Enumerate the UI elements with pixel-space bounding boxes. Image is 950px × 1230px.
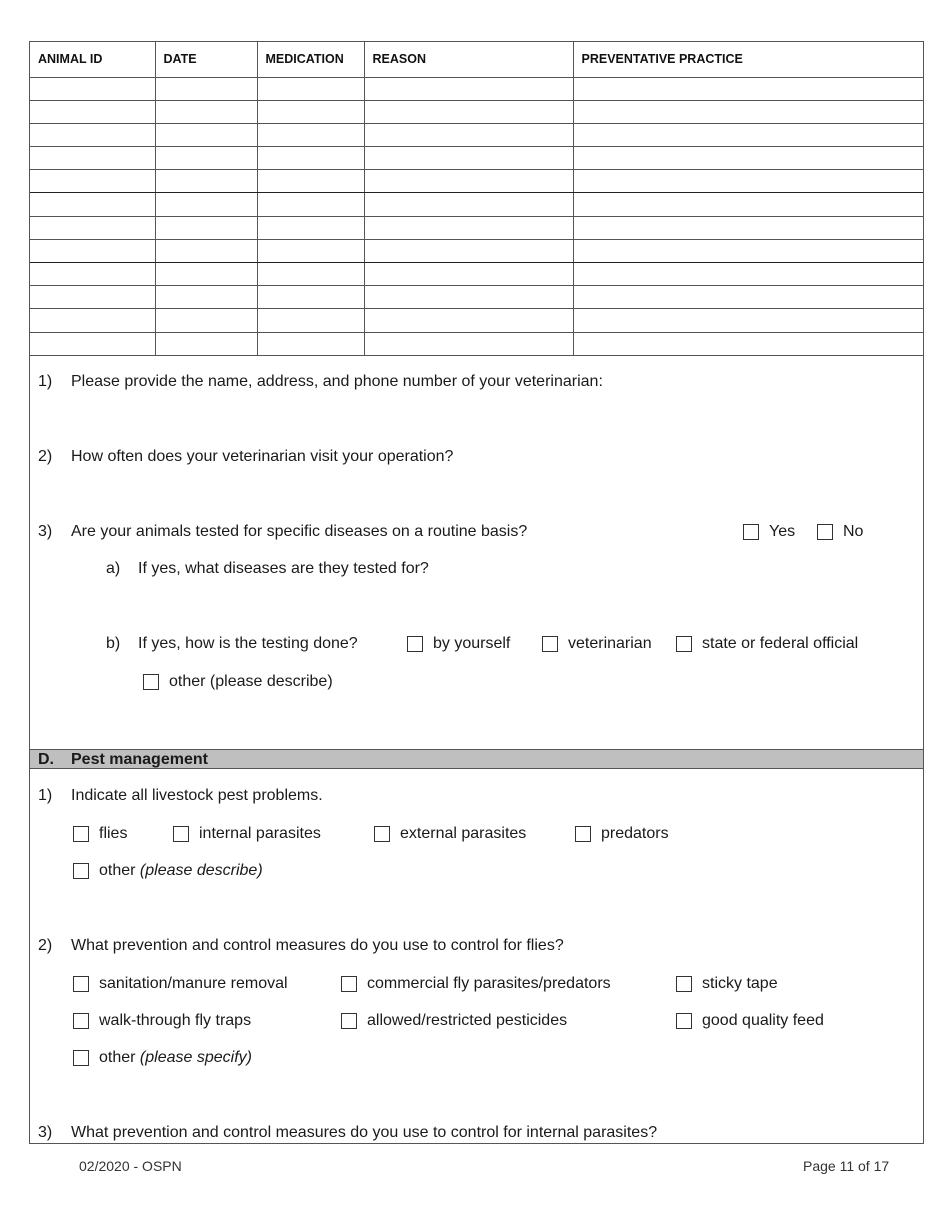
checkbox-label: commercial fly parasites/predators [367, 975, 611, 992]
fly-walk-through-traps-checkbox[interactable] [73, 1012, 251, 1030]
table-cell[interactable] [257, 170, 364, 193]
question-number: 3) [38, 1124, 53, 1141]
table-cell[interactable] [155, 309, 257, 332]
question-number: 1) [38, 787, 53, 804]
pest-predators-checkbox[interactable] [575, 825, 669, 843]
checkbox-box[interactable] [676, 1013, 692, 1029]
table-cell[interactable] [573, 216, 923, 239]
fly-sticky-tape-checkbox[interactable] [676, 975, 778, 993]
footer-form-id: 02/2020 - OSPN [79, 1158, 182, 1174]
table-cell[interactable] [155, 332, 257, 355]
testing-method-question: If yes, how is the testing done? [138, 635, 358, 652]
table-cell[interactable] [257, 123, 364, 146]
header-animal-id: ANIMAL ID [30, 42, 155, 77]
table-cell[interactable] [364, 77, 573, 100]
question-number: 2) [38, 448, 53, 465]
pest-internal-parasites-checkbox[interactable] [173, 825, 321, 843]
table-cell[interactable] [30, 147, 155, 170]
table-cell[interactable] [257, 263, 364, 286]
table-cell[interactable] [573, 332, 923, 355]
checkbox-box[interactable] [73, 1013, 89, 1029]
table-cell[interactable] [257, 193, 364, 216]
checkbox-box[interactable] [575, 826, 591, 842]
table-cell[interactable] [573, 263, 923, 286]
table-cell[interactable] [257, 309, 364, 332]
table-cell[interactable] [155, 263, 257, 286]
header-date: DATE [155, 42, 257, 77]
table-cell[interactable] [573, 147, 923, 170]
checkbox-label: internal parasites [199, 825, 321, 842]
table-cell[interactable] [364, 239, 573, 262]
checkbox-box[interactable] [341, 1013, 357, 1029]
table-cell[interactable] [257, 147, 364, 170]
checkbox-box[interactable] [374, 826, 390, 842]
table-cell[interactable] [155, 193, 257, 216]
checkbox-label-note: (please describe) [139, 862, 263, 879]
table-cell[interactable] [364, 193, 573, 216]
table-row [30, 263, 923, 286]
pest-other-checkbox[interactable] [73, 862, 263, 880]
checkbox-box[interactable] [542, 636, 558, 652]
table-cell[interactable] [257, 77, 364, 100]
question-number: 1) [38, 373, 53, 390]
checkbox-label: flies [99, 825, 128, 842]
internal-parasite-control-question: What prevention and control measures do you use to control for internal parasites? [71, 1124, 658, 1141]
question-number: 2) [38, 937, 53, 954]
checkbox-box[interactable] [73, 826, 89, 842]
testing-by-yourself-checkbox[interactable] [407, 635, 510, 653]
checkbox-box[interactable] [173, 826, 189, 842]
table-cell[interactable] [30, 216, 155, 239]
table-row [30, 123, 923, 146]
table-cell[interactable] [155, 147, 257, 170]
table-row [30, 332, 923, 355]
section-title: Pest management [71, 751, 208, 768]
checkbox-label-note: (please specify) [139, 1049, 252, 1066]
table-cell[interactable] [364, 309, 573, 332]
table-row [30, 100, 923, 123]
checkbox-box[interactable] [73, 863, 89, 879]
table-cell[interactable] [573, 239, 923, 262]
diseases-tested-question: If yes, what diseases are they tested for? [138, 560, 429, 577]
table-row [30, 216, 923, 239]
header-medication: MEDICATION [257, 42, 364, 77]
table-cell[interactable] [30, 263, 155, 286]
subquestion-letter: a) [106, 560, 121, 577]
table-cell[interactable] [364, 100, 573, 123]
table-cell[interactable] [155, 100, 257, 123]
medication-table [30, 42, 923, 356]
checkbox-label: predators [601, 825, 669, 842]
header-reason: REASON [364, 42, 573, 77]
table-cell[interactable] [257, 286, 364, 309]
table-row [30, 286, 923, 309]
fly-control-question: What prevention and control measures do you use to control for flies? [71, 937, 564, 954]
table-cell[interactable] [30, 286, 155, 309]
table-cell[interactable] [155, 77, 257, 100]
pest-flies-checkbox[interactable] [73, 825, 127, 843]
disease-testing-no-checkbox[interactable] [817, 523, 863, 541]
fly-commercial-parasites-checkbox[interactable] [341, 975, 611, 993]
table-cell[interactable] [30, 309, 155, 332]
checkbox-label: other [99, 862, 136, 879]
table-cell[interactable] [257, 332, 364, 355]
fly-sanitation-checkbox[interactable] [73, 975, 288, 993]
table-cell[interactable] [155, 123, 257, 146]
checkbox-label: state or federal official [702, 635, 859, 652]
table-cell[interactable] [155, 286, 257, 309]
table-cell[interactable] [30, 100, 155, 123]
checkbox-box[interactable] [341, 976, 357, 992]
table-cell[interactable] [30, 239, 155, 262]
checkbox-box[interactable] [676, 636, 692, 652]
fly-pesticides-checkbox[interactable] [341, 1012, 567, 1030]
testing-other-checkbox[interactable] [143, 673, 333, 691]
table-cell[interactable] [257, 216, 364, 239]
table-row [30, 170, 923, 193]
checkbox-label: allowed/restricted pesticides [367, 1012, 568, 1029]
form-page [29, 41, 924, 1144]
table-cell[interactable] [155, 216, 257, 239]
table-cell[interactable] [364, 263, 573, 286]
checkbox-box[interactable] [73, 976, 89, 992]
checkbox-label: walk-through fly traps [99, 1012, 252, 1029]
table-cell[interactable] [573, 170, 923, 193]
vet-visit-frequency-question: How often does your veterinarian visit your operation? [71, 448, 454, 465]
table-cell[interactable] [573, 77, 923, 100]
table-cell[interactable] [30, 77, 155, 100]
checkbox-label: good quality feed [702, 1012, 824, 1029]
checkbox-box[interactable] [743, 524, 759, 540]
checkbox-box[interactable] [676, 976, 692, 992]
checkbox-label: by yourself [433, 635, 511, 652]
section-header-pest-management [30, 749, 923, 769]
table-cell[interactable] [573, 286, 923, 309]
table-cell[interactable] [364, 332, 573, 355]
table-cell[interactable] [30, 332, 155, 355]
table-cell[interactable] [364, 123, 573, 146]
section-letter: D. [38, 751, 54, 768]
testing-official-checkbox[interactable] [676, 635, 858, 653]
table-row [30, 193, 923, 216]
table-cell[interactable] [364, 147, 573, 170]
table-row [30, 239, 923, 262]
checkbox-label: sanitation/manure removal [99, 975, 288, 992]
table-cell[interactable] [30, 193, 155, 216]
table-row [30, 77, 923, 100]
fly-other-checkbox[interactable] [73, 1049, 252, 1067]
table-cell[interactable] [573, 100, 923, 123]
table-cell[interactable] [364, 216, 573, 239]
vet-contact-question: Please provide the name, address, and phone number of your veterinarian: [71, 373, 603, 390]
checkbox-label: other [99, 1049, 136, 1066]
header-preventative-practice: PREVENTATIVE PRACTICE [573, 42, 923, 77]
pest-problems-question: Indicate all livestock pest problems. [71, 787, 323, 804]
checkbox-label: Yes [769, 523, 796, 540]
checkbox-label: other (please describe) [169, 673, 333, 690]
question-number: 3) [38, 523, 53, 540]
checkbox-label: external parasites [400, 825, 527, 842]
table-cell[interactable] [573, 309, 923, 332]
checkbox-box[interactable] [817, 524, 833, 540]
testing-veterinarian-checkbox[interactable] [542, 635, 652, 653]
table-cell[interactable] [30, 170, 155, 193]
disease-testing-question: Are your animals tested for specific diseases on a routine basis? [71, 523, 528, 540]
checkbox-box[interactable] [73, 1050, 89, 1066]
checkbox-label: veterinarian [568, 635, 652, 652]
checkbox-box[interactable] [143, 674, 159, 690]
table-cell[interactable] [364, 170, 573, 193]
table-row [30, 309, 923, 332]
table-cell[interactable] [155, 239, 257, 262]
pest-external-parasites-checkbox[interactable] [374, 825, 526, 843]
fly-good-feed-checkbox[interactable] [676, 1012, 824, 1030]
checkbox-box[interactable] [407, 636, 423, 652]
disease-testing-yes-checkbox[interactable] [743, 523, 795, 541]
footer-page-number: Page 11 of 17 [803, 1158, 890, 1174]
table-cell[interactable] [573, 193, 923, 216]
checkbox-label: sticky tape [702, 975, 778, 992]
table-cell[interactable] [573, 123, 923, 146]
table-row [30, 147, 923, 170]
table-cell[interactable] [155, 170, 257, 193]
table-cell[interactable] [30, 123, 155, 146]
table-cell[interactable] [257, 100, 364, 123]
table-cell[interactable] [257, 239, 364, 262]
subquestion-letter: b) [106, 635, 121, 652]
checkbox-label: No [843, 523, 864, 540]
table-cell[interactable] [364, 286, 573, 309]
